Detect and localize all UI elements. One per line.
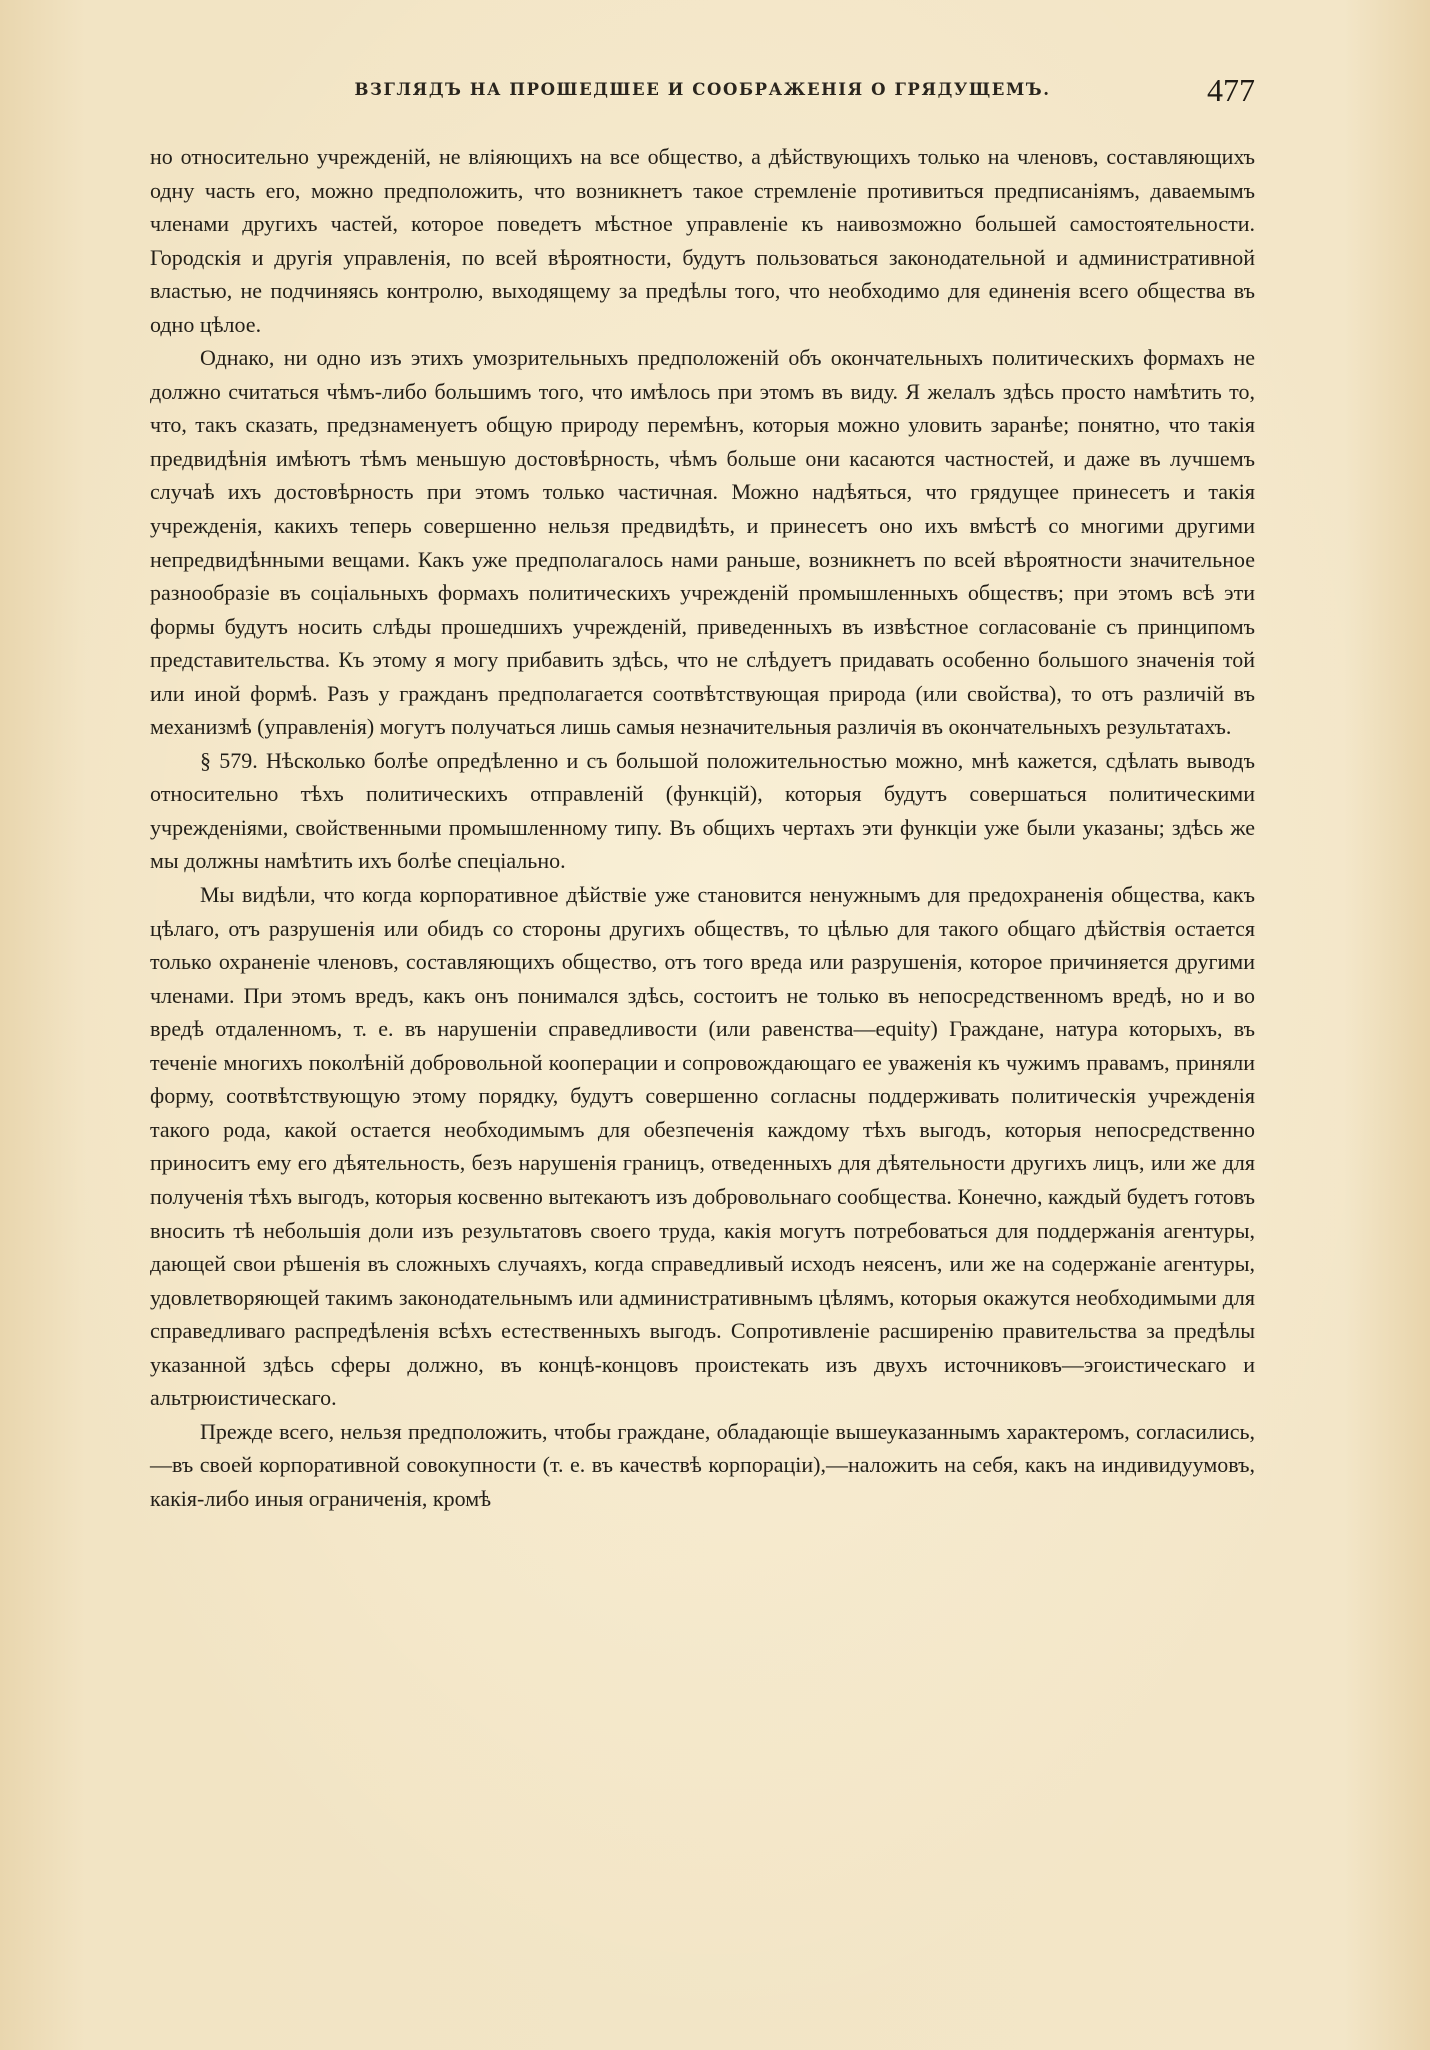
- paragraph: Прежде всего, нельзя предположить, чтобы граждане, обладающіе вышеуказаннымъ характеромъ, согласились,—въ своей корпоративной совокупности (т. е. въ качествѣ корпораціи),—наложить на себя, какъ на индивидуумовъ, какія-либо иныя ограниченія, кромѣ: [150, 1418, 1255, 1511]
- paragraph: Мы видѣли, что когда корпоративное дѣйствіе уже становится ненужнымъ для предохраненія общества, какъ цѣлаго, отъ разрушенія или обидъ со стороны другихъ обществъ, то цѣлью для такого общаго дѣйствія остается только охраненіе членовъ, составляющихъ общество, отъ того вреда или разрушенія, которое причиняется другими членами. При этомъ вредъ, какъ онъ понимался здѣсь, состоитъ не только въ непосредственномъ вредѣ, но и во вредѣ отдаленномъ, т. е. въ нарушеніи справедливости (или равенства—equity) Граждане, натура которыхъ, въ теченіе многихъ поколѣній добровольной кооперации и сопровождающаго ее уваженія къ чужимъ правамъ, приняли форму, соотвѣтствующую этому порядку, будутъ совершенно согласны поддерживать политическія учрежденія такого рода, какой остается необходимымъ для обезпеченія каждому тѣхъ выгодъ, которыя непосредственно приноситъ ему его дѣятельность, безъ нарушенія границъ, отведенныхъ для дѣятельности другихъ лицъ, или же для полученія тѣхъ выгодъ, которыя косвенно вытекаютъ изъ добровольнаго сообщества. Конечно, каждый будетъ готовъ вносить тѣ небольшія доли изъ результатовъ своего труда, какія могутъ потребоваться для поддержанія агентуры, дающей свои рѣшенія въ сложныхъ случаяхъ, когда справедливый исходъ неясенъ, или же на содержаніе агентуры, удовлетворяющей такимъ законодательнымъ или административнымъ цѣлямъ, которыя окажутся необходимыми для справедливаго распредѣленія всѣхъ естественныхъ выгодъ. Сопротивленіе расширенію правительства за предѣлы указанной здѣсь сферы должно, въ концѣ-концовъ проистекать изъ двухъ источниковъ—эгоистическаго и альтрюистическаго.: [150, 882, 1255, 1411]
- page-number: 477: [1207, 72, 1255, 108]
- paragraph-continuation: но относительно учрежденій, не вліяющихъ на все общество, а дѣйствующихъ только на членовъ, составляющихъ одну часть его, можно предположить, что возникнетъ такое стремленіе противиться предписаніямъ, даваемымъ членами другихъ частей, которое поведетъ мѣстное управленіе къ наивозможно большей самостоятельности. Городскія и другія управленія, по всей вѣроятности, будутъ пользоваться законодательной и административной властью, не подчиняясь контролю, выходящему за предѣлы того, что необходимо для единенія всего общества въ одно цѣлое.: [150, 144, 1255, 337]
- paragraph: Однако, ни одно изъ этихъ умозрительныхъ предположеній объ окончательныхъ политическихъ формахъ не должно считаться чѣмъ-либо большимъ того, что имѣлось при этомъ въ виду. Я желалъ здѣсь просто намѣтить то, что, такъ сказать, предзнаменуетъ общую природу перемѣнъ, которыя можно уловить заранѣе; понятно, что такія предвидѣнія имѣютъ тѣмъ меньшую достовѣрность, чѣмъ больше они касаются частностей, и даже въ лучшемъ случаѣ ихъ достовѣрность при этомъ только частичная. Можно надѣяться, что грядущее принесетъ и такія учрежденія, какихъ теперь совершенно нельзя предвидѣть, и принесетъ оно ихъ вмѣстѣ со многими другими непредвидѣнными вещами. Какъ уже предполагалось нами раньше, возникнетъ по всей вѣроятности значительное разнообразіе въ соціальныхъ формахъ политическихъ учрежденій промышленныхъ обществъ; при этомъ всѣ эти формы будутъ носить слѣды прошедшихъ учрежденій, приведенныхъ въ извѣстное согласованіе съ принципомъ представительства. Къ этому я могу прибавить здѣсь, что не слѣдуетъ придавать особенно большого значенія той или иной формѣ. Разъ у гражданъ предполагается соотвѣтствующая природа (или свойства), то отъ различій въ механизмѣ (управленія) могутъ получаться лишь самыя незначительныя различія въ окончательныхъ результатахъ.: [150, 345, 1255, 740]
- paragraph-section-579: § 579. Нѣсколько болѣе опредѣленно и съ большой положительностью можно, мнѣ кажется, сдѣлать выводъ относительно тѣхъ политическихъ отправленій (функцій), которыя будутъ совершаться политическими учрежденіями, свойственными промышленному типу. Въ общихъ чертахъ эти функціи уже были указаны; здѣсь же мы должны намѣтить ихъ болѣе спеціально.: [150, 747, 1255, 874]
- page-header: [150, 72, 1255, 112]
- running-title: ВЗГЛЯДЪ НА ПРОШЕДШЕЕ И СООБРАЖЕНІЯ О ГРЯДУЩЕМЪ.: [354, 80, 1051, 99]
- body-text: [150, 140, 1255, 1515]
